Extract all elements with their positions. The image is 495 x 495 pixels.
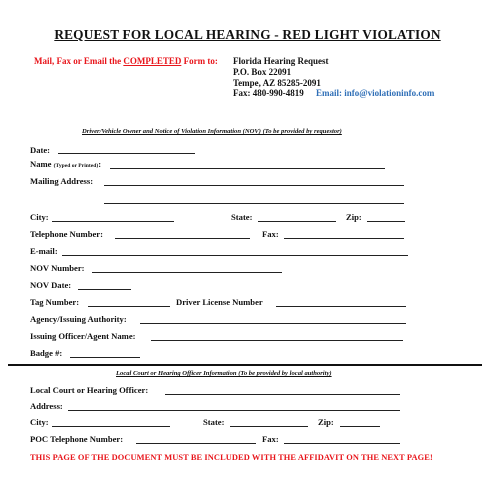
date-field[interactable] [58,153,195,154]
court-address-field[interactable] [68,410,400,411]
court-address-label: Address: [30,401,63,411]
address-line-2: P.O. Box 22091 [233,66,292,77]
court-fax-label: Fax: [262,434,279,444]
fax-field[interactable] [284,238,404,239]
tag-number-field[interactable] [88,306,170,307]
zip-label: Zip: [346,212,362,222]
address-contact [233,88,434,99]
fax-number: Fax: 480-990-4819 [233,88,304,99]
nov-date-label: NOV Date: [30,280,72,290]
court-zip-field[interactable] [340,426,380,427]
court-label: Local Court or Hearing Officer: [30,385,149,395]
section1-heading: Driver/Vehicle Owner and Notice of Violation Information (NOV) (To be provided by requestor) [82,128,342,135]
email-field[interactable] [62,255,408,256]
issuing-officer-field[interactable] [151,340,403,341]
mailing-address-field-1[interactable] [104,185,404,186]
section2-heading: Local Court or Hearing Officer Information (To be provided by local authority) [116,370,332,377]
court-city-field[interactable] [52,426,170,427]
agency-field[interactable] [140,323,406,324]
address-line-1: Florida Hearing Request [233,56,329,66]
name-field[interactable] [110,168,385,169]
nov-number-label: NOV Number: [30,263,85,273]
page-title: REQUEST FOR LOCAL HEARING - RED LIGHT VIOLATION [54,27,441,42]
zip-field[interactable] [367,221,405,222]
badge-label: Badge #: [30,348,63,358]
email-label: E-mail: [30,246,58,256]
name-note: (Typed or Printed) [53,163,99,169]
mailing-address-block [233,56,434,99]
affidavit-notice: THIS PAGE OF THE DOCUMENT MUST BE INCLUDED WITH THE AFFIDAVIT ON THE NEXT PAGE! [30,453,433,462]
mailing-address-field-2[interactable] [104,203,404,204]
mail-instruction-prefix: Mail, Fax or Email the [34,56,124,66]
court-state-field[interactable] [230,426,308,427]
driver-license-field[interactable] [276,306,406,307]
nov-date-field[interactable] [78,289,131,290]
state-label: State: [231,212,253,222]
driver-license-label: Driver License Number [176,297,263,307]
telephone-label: Telephone Number: [30,229,103,239]
tag-number-label: Tag Number: [30,297,80,307]
city-label: City: [30,212,49,222]
poc-telephone-label: POC Telephone Number: [30,434,124,444]
badge-field[interactable] [70,357,140,358]
agency-label: Agency/Issuing Authority: [30,314,127,324]
city-field[interactable] [52,221,174,222]
section-divider [8,364,482,366]
mailing-address-label: Mailing Address: [30,176,94,186]
mail-instruction-emphasis: COMPLETED [123,56,182,66]
issuing-officer-label: Issuing Officer/Agent Name: [30,331,136,341]
court-city-label: City: [30,417,49,427]
nov-number-field[interactable] [92,272,282,273]
email-address: Email: info@violationinfo.com [316,88,435,99]
mail-instruction-suffix: Form to: [181,56,218,66]
name-label-text: Name [30,159,52,169]
court-state-label: State: [203,417,225,427]
fax-label: Fax: [262,229,279,239]
mail-instruction [34,56,218,66]
court-field[interactable] [165,394,400,395]
telephone-field[interactable] [115,238,250,239]
state-field[interactable] [258,221,336,222]
court-zip-label: Zip: [318,417,334,427]
court-fax-field[interactable] [284,443,400,444]
date-label: Date: [30,145,51,155]
address-line-3: Tempe, AZ 85285-2091 [233,77,321,88]
name-colon: : [98,159,102,169]
poc-telephone-field[interactable] [136,443,256,444]
name-label [30,159,101,169]
